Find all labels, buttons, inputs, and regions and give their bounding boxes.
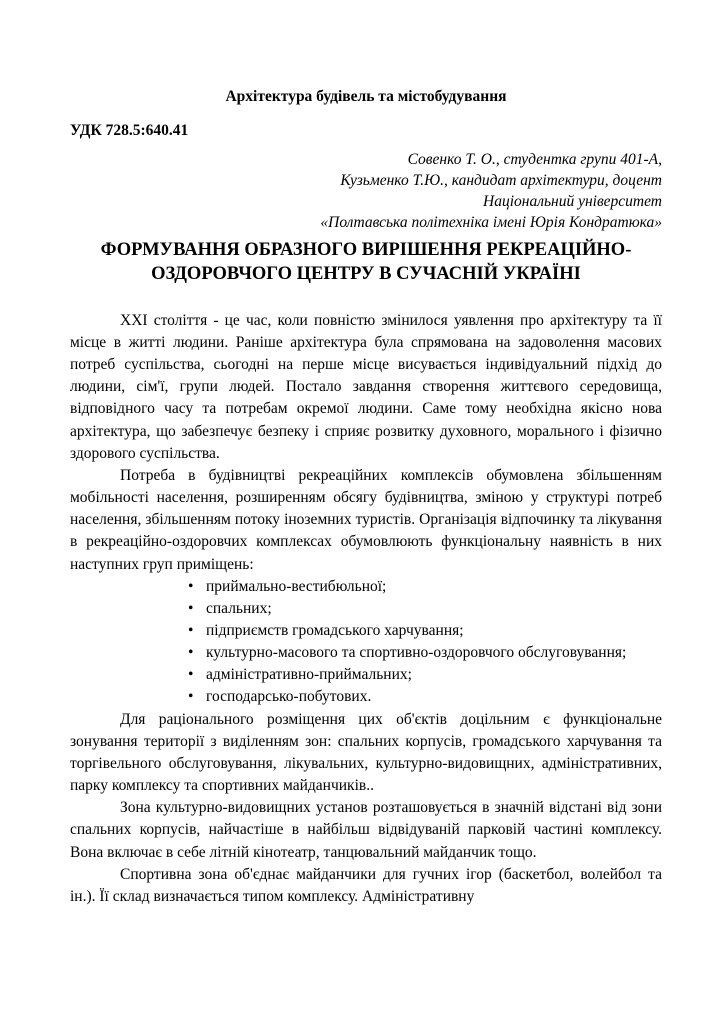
list-item: • господарсько-побутових. xyxy=(188,686,662,708)
author-affiliation: «Полтавська політехніка імені Юрія Кондратюка» xyxy=(320,213,662,231)
paragraph: Спортивна зона об'єднає майданчики для гучних ігор (баскетбол, волейбол та ін.). Її склад визначається типом комплексу. Адміністративну xyxy=(70,865,662,905)
paragraph: Для раціонального розміщення цих об'єктів доцільним є функціональне зонування території з виділенням зон: спальних корпусів, громадського харчування та торгівельного обслуговування, лікувальних, культурно-видовищних, адміністративних, парку комплексу та спортивних майданчиків.. xyxy=(70,710,662,795)
authors-block xyxy=(70,150,662,234)
list-item: • культурно-масового та спортивно-оздоровчого обслуговування; xyxy=(188,642,662,664)
paragraph: Зона культурно-видовищних установ розташовується в значній відстані від зони спальних корпусів, найчастіше в найбільш відвідуваній парковій частині комплексу. Вона включає в себе літній кінотеатр, танцювальний майданчик тощо. xyxy=(70,799,662,861)
author-line: Совенко Т. О., студентка групи 401-А, xyxy=(407,151,662,168)
author-affiliation: Національний університет xyxy=(483,192,662,210)
paragraph: XXI століття - це час, коли повністю змінилося уявлення про архітектуру та її місце в житті людини. Раніше архітектура була спрямована на задоволення масових потреб суспільства, сьогодні на перше місце висувається індивідуальний підхід до людини, сім'ї, групи людей. Постало завдання створення життєвого середовища, відповідного часу та потребам окремої людини. Саме тому необхідна якісно нова архітектура, що забезпечує безпеку і сприяє розвитку духовного, морального і фізично здорового суспільства. xyxy=(70,311,662,462)
paragraph: Потреба в будівництві рекреаційних комплексів обумовлена збільшенням мобільності населення, розширенням обсягу будівництва, зміною у структурі потреб населення, збільшенням потоку іноземних туристів. Організація відпочинку та лікування в рекреаційно-оздоровчих комплексах обумовлюють функціональну наявність в них наступних груп приміщень: xyxy=(70,466,662,573)
list-item: • приймально-вестибюльної; xyxy=(188,576,662,598)
section-header: Архітектура будівель та містобудування xyxy=(225,88,507,105)
list-item: • адміністративно-приймальних; xyxy=(188,664,662,686)
list-item: • підприємств громадського харчування; xyxy=(188,620,662,642)
udc-number: УДК 728.5:640.41 xyxy=(70,122,189,139)
article-title: ФОРМУВАННЯ ОБРАЗНОГО ВИРІШЕННЯ РЕКРЕАЦІЙНО-ОЗДОРОВЧОГО ЦЕНТРУ В СУЧАСНІЙ УКРАЇНІ xyxy=(100,239,632,284)
author-line: Кузьменко Т.Ю., кандидат архітектури, доцент xyxy=(340,171,662,189)
premises-list xyxy=(70,576,662,709)
list-item: • спальних; xyxy=(188,598,662,620)
